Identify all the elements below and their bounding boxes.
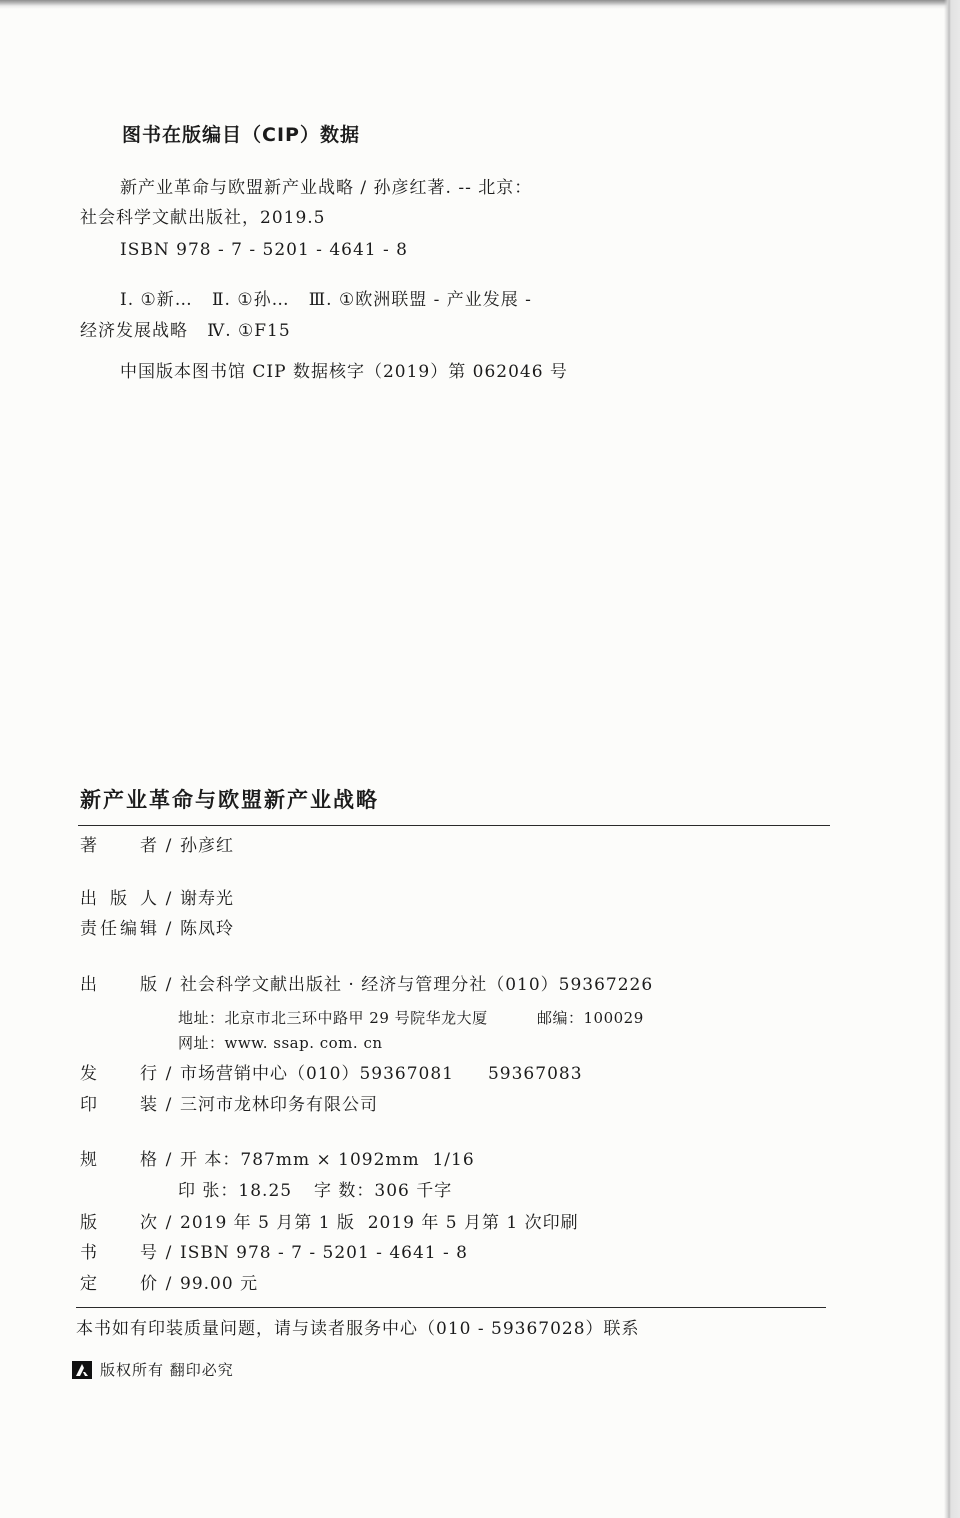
credit-label: 规 格 — [80, 1150, 157, 1170]
publisher-postcode: 邮编：100029 — [537, 1009, 644, 1027]
credit-edition — [80, 1213, 579, 1233]
cip-line: Ⅰ. ①新… Ⅱ. ①孙… Ⅲ. ①欧洲联盟 - 产业发展 - — [120, 290, 532, 310]
credit-value-phone2: 59367083 — [487, 1064, 583, 1084]
credit-value: 陈凤玲 — [180, 919, 234, 939]
format-sheets: 印 张：18.25 — [178, 1181, 293, 1201]
credit-value: 三河市龙林印务有限公司 — [180, 1095, 378, 1115]
credit-label: 出 版 — [80, 975, 157, 995]
title-divider — [78, 825, 830, 826]
credit-label: 责任编辑 — [80, 919, 157, 939]
separator: / — [165, 975, 172, 995]
separator: / — [165, 1064, 172, 1084]
credit-label: 定 价 — [80, 1274, 157, 1294]
credit-value: 谢寿光 — [180, 889, 234, 909]
quality-notice: 本书如有印装质量问题，请与读者服务中心（010 - 59367028）联系 — [76, 1319, 640, 1339]
credit-value: 孙彦红 — [180, 836, 234, 856]
separator: / — [165, 889, 172, 909]
credit-label: 出 版 人 — [80, 889, 157, 909]
publisher-website: 网址：www. ssap. com. cn — [178, 1034, 383, 1052]
scan-edge-right — [944, 0, 960, 1518]
separator: / — [165, 919, 172, 939]
separator: / — [165, 1150, 172, 1170]
book-title: 新产业革命与欧盟新产业战略 — [80, 788, 379, 812]
credit-label: 书 号 — [80, 1243, 157, 1263]
credit-author — [80, 836, 234, 856]
credit-label: 发 行 — [80, 1064, 157, 1084]
copyright-notice: 版权所有 翻印必究 — [100, 1361, 234, 1379]
publisher-logo-icon — [72, 1361, 92, 1379]
credit-value: 2019 年 5 月第 1 版 2019 年 5 月第 1 次印刷 — [180, 1213, 579, 1233]
credit-publishing — [80, 975, 653, 995]
scan-edge-top — [0, 0, 960, 9]
cip-line: 新产业革命与欧盟新产业战略 / 孙彦红著. -- 北京： — [120, 178, 533, 198]
credit-value: 99.00 元 — [180, 1274, 259, 1294]
separator: / — [165, 836, 172, 856]
cip-line: 中国版本图书馆 CIP 数据核字（2019）第 062046 号 — [120, 362, 568, 382]
publisher-address: 地址：北京市北三环中路甲 29 号院华龙大厦 — [178, 1009, 488, 1027]
separator: / — [165, 1095, 172, 1115]
credit-format — [80, 1150, 475, 1170]
credit-distribution — [80, 1064, 583, 1084]
credit-price — [80, 1274, 258, 1294]
credit-value: 社会科学文献出版社 · 经济与管理分社（010）59367226 — [180, 975, 654, 995]
credit-label: 印 装 — [80, 1095, 157, 1115]
credit-value: ISBN 978 - 7 - 5201 - 4641 - 8 — [180, 1243, 468, 1263]
cip-line: 经济发展战略 Ⅳ. ①F15 — [80, 321, 291, 341]
cip-line: ISBN 978 - 7 - 5201 - 4641 - 8 — [120, 240, 408, 260]
separator: / — [165, 1213, 172, 1233]
credit-label: 版 次 — [80, 1213, 157, 1233]
notice-divider — [76, 1307, 826, 1308]
credit-publisher-person — [80, 889, 234, 909]
credit-value: 市场营销中心（010）59367081 — [180, 1064, 454, 1084]
credit-isbn — [80, 1243, 468, 1263]
format-words: 字 数：306 千字 — [314, 1181, 453, 1201]
separator: / — [165, 1243, 172, 1263]
credit-editor — [80, 919, 234, 939]
separator: / — [165, 1274, 172, 1294]
cip-line: 社会科学文献出版社，2019.5 — [80, 208, 326, 228]
cip-title: 图书在版编目（CIP）数据 — [122, 124, 360, 146]
credit-label: 著 者 — [80, 836, 157, 856]
credit-printing — [80, 1095, 378, 1115]
credit-value: 开 本：787mm × 1092mm 1/16 — [180, 1150, 475, 1170]
